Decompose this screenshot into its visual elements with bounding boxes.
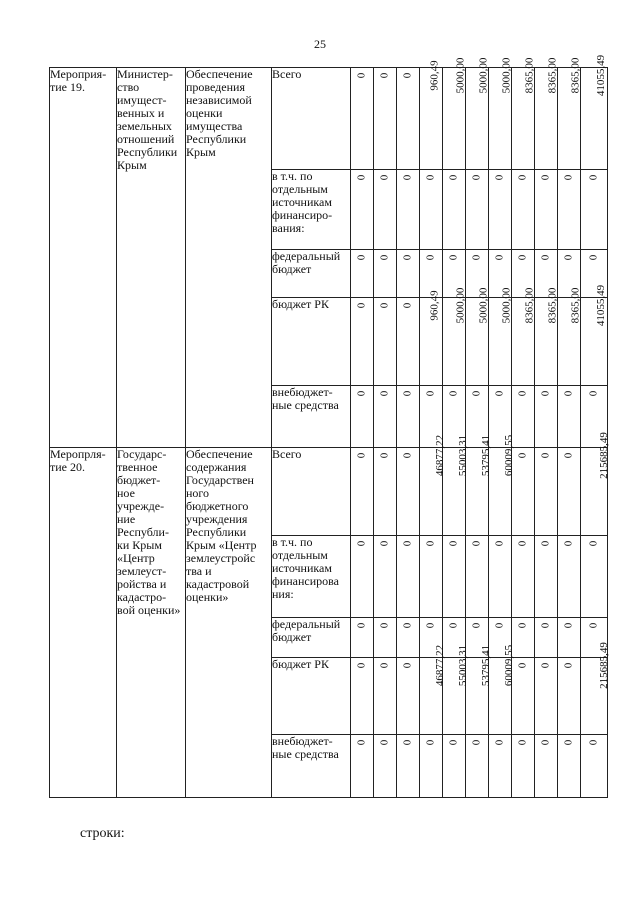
value-cell — [374, 170, 397, 250]
value-text: 55003,31 — [457, 644, 470, 687]
content-cell: Обеспечение проведения независимой оценки имущества Республики Крым — [186, 68, 272, 448]
value-text: 8365,00 — [569, 57, 582, 94]
funding-source-cell: внебюджет-ные средства — [272, 386, 351, 448]
value-cell — [558, 386, 581, 448]
value-cell — [581, 432, 610, 536]
value-text: 0 — [516, 739, 529, 746]
value-cell — [374, 298, 397, 386]
value-cell — [535, 386, 558, 448]
value-cell — [420, 290, 443, 386]
value-cell — [512, 57, 536, 170]
value-cell — [351, 448, 374, 536]
value-cell — [581, 642, 610, 735]
measure-cell: Меропрля- тие 20. — [50, 448, 117, 798]
value-cell — [420, 644, 447, 735]
value-text: 0 — [587, 739, 600, 746]
value-text: 5000,00 — [500, 57, 513, 94]
value-cell — [581, 536, 608, 618]
value-cell — [466, 287, 490, 386]
value-cell — [443, 287, 467, 386]
value-cell — [351, 250, 374, 298]
value-text: 55003,31 — [457, 434, 470, 477]
value-text: 960,49 — [428, 290, 441, 321]
value-text: 0 — [355, 390, 368, 397]
value-text: 0 — [401, 662, 414, 669]
value-cell — [535, 57, 559, 170]
value-cell — [558, 170, 581, 250]
value-cell — [558, 735, 581, 798]
funding-source-cell: Всего — [272, 68, 351, 170]
value-cell — [397, 658, 420, 735]
value-text: 0 — [539, 390, 552, 397]
value-text: 0 — [587, 390, 600, 397]
value-text: 0 — [355, 739, 368, 746]
value-text: 0 — [355, 72, 368, 79]
value-text: 0 — [355, 622, 368, 629]
value-cell — [512, 170, 535, 250]
value-cell — [374, 386, 397, 448]
value-cell — [351, 298, 374, 386]
value-text: 60009,55 — [503, 644, 516, 687]
value-cell — [351, 618, 374, 658]
value-text: 0 — [539, 174, 552, 181]
value-text: 0 — [562, 452, 575, 459]
value-text: 0 — [493, 622, 506, 629]
value-text: 0 — [401, 254, 414, 261]
value-text: 0 — [562, 390, 575, 397]
value-cell — [397, 250, 420, 298]
value-cell — [374, 250, 397, 298]
value-text: 0 — [562, 739, 575, 746]
value-text: 0 — [516, 540, 529, 547]
value-cell — [443, 57, 467, 170]
value-text: 0 — [401, 390, 414, 397]
value-text: 5000,00 — [454, 287, 467, 324]
value-text: 8365,00 — [546, 287, 559, 324]
value-cell — [512, 735, 535, 798]
value-cell — [351, 735, 374, 798]
value-cell — [489, 536, 512, 618]
value-text: 5000,00 — [477, 57, 490, 94]
value-text: 0 — [378, 452, 391, 459]
value-cell — [558, 658, 581, 735]
value-cell — [558, 287, 582, 386]
executor-cell: Министер- ство имущест- венных и земельных отношений Республики Крым — [117, 68, 186, 448]
value-cell — [489, 170, 512, 250]
value-text: 0 — [470, 174, 483, 181]
value-text: 0 — [516, 662, 529, 669]
value-text: 0 — [355, 254, 368, 261]
value-text: 0 — [470, 390, 483, 397]
value-text: 0 — [587, 254, 600, 261]
value-cell — [581, 54, 608, 170]
value-cell — [397, 618, 420, 658]
value-cell — [535, 536, 558, 618]
value-cell — [420, 536, 443, 618]
value-text: 8365,00 — [523, 287, 536, 324]
value-cell — [443, 170, 466, 250]
value-cell — [374, 536, 397, 618]
value-text: 0 — [562, 540, 575, 547]
value-text: 5000,00 — [454, 57, 467, 94]
value-cell — [397, 448, 420, 536]
value-cell — [535, 618, 558, 658]
funding-source-cell: федеральный бюджет — [272, 618, 351, 658]
value-text: 0 — [355, 174, 368, 181]
value-text: 0 — [401, 739, 414, 746]
value-text: 5000,00 — [477, 287, 490, 324]
value-text: 0 — [401, 72, 414, 79]
funding-source-cell: бюджет РК — [272, 298, 351, 386]
value-text: 8365,00 — [546, 57, 559, 94]
value-cell — [466, 57, 490, 170]
value-cell — [558, 448, 581, 536]
value-text: 0 — [378, 174, 391, 181]
value-text: 8365,00 — [569, 287, 582, 324]
value-cell — [397, 298, 420, 386]
value-text: 0 — [378, 540, 391, 547]
value-text: 0 — [493, 540, 506, 547]
value-text: 0 — [587, 540, 600, 547]
value-cell — [351, 170, 374, 250]
value-text: 0 — [401, 452, 414, 459]
value-text: 0 — [355, 540, 368, 547]
value-text: 0 — [447, 540, 460, 547]
value-text: 0 — [587, 622, 600, 629]
value-text: 0 — [447, 390, 460, 397]
funding-source-cell: бюджет РК — [272, 658, 351, 735]
value-text: 0 — [516, 174, 529, 181]
executor-cell: Государс- твенное бюджет- ное учрежде- ние Республи- ки Крым «Центр землеуст- ройства и кадастро- вой оценки» — [117, 448, 186, 798]
content-cell: Обеспечение содержания Государствен ного бюджетного учреждения Республики Крым «Центр землеустройс тва и кадастровой оценки» — [186, 448, 272, 798]
value-text: 8365,00 — [523, 57, 536, 94]
value-cell — [581, 735, 608, 798]
value-text: 41055,49 — [595, 54, 608, 97]
value-cell — [420, 735, 443, 798]
value-text: 46877,22 — [434, 644, 447, 687]
value-cell — [420, 170, 443, 250]
value-cell — [558, 57, 582, 170]
value-cell — [558, 536, 581, 618]
value-cell — [512, 536, 535, 618]
value-cell — [489, 57, 513, 170]
funding-source-cell: федеральный бюджет — [272, 250, 351, 298]
value-cell — [489, 287, 513, 386]
value-text: 41055,49 — [595, 284, 608, 327]
value-text: 0 — [424, 254, 437, 261]
value-cell — [420, 434, 447, 536]
value-text: 215685,49 — [597, 432, 610, 479]
value-cell — [535, 170, 558, 250]
value-text: 0 — [562, 622, 575, 629]
value-text: 53795,41 — [480, 434, 493, 477]
value-text: 0 — [424, 622, 437, 629]
value-text: 0 — [539, 540, 552, 547]
funding-source-cell: внебюджет-ные средства — [272, 735, 351, 798]
value-text: 0 — [378, 390, 391, 397]
value-cell — [420, 60, 443, 170]
value-text: 0 — [516, 622, 529, 629]
value-text: 0 — [447, 739, 460, 746]
value-cell — [466, 735, 489, 798]
value-text: 0 — [424, 174, 437, 181]
page-number: 25 — [314, 37, 326, 51]
budget-table — [49, 54, 610, 798]
value-text: 0 — [562, 174, 575, 181]
table-row — [50, 68, 608, 170]
value-cell — [351, 68, 374, 170]
value-text: 0 — [378, 739, 391, 746]
value-cell — [581, 170, 608, 250]
value-text: 0 — [447, 174, 460, 181]
value-text: 0 — [470, 739, 483, 746]
value-cell — [397, 536, 420, 618]
value-text: 0 — [424, 540, 437, 547]
value-cell — [351, 536, 374, 618]
value-text: 0 — [424, 739, 437, 746]
value-text: 0 — [401, 540, 414, 547]
value-cell — [535, 658, 558, 735]
value-cell — [397, 386, 420, 448]
value-text: 0 — [493, 739, 506, 746]
measure-cell: Мероприя- тие 19. — [50, 68, 117, 448]
value-text: 0 — [378, 622, 391, 629]
value-text: 0 — [539, 662, 552, 669]
value-cell — [374, 735, 397, 798]
value-text: 0 — [562, 254, 575, 261]
value-cell — [489, 735, 512, 798]
value-cell — [535, 287, 559, 386]
value-text: 46877,22 — [434, 434, 447, 477]
value-text: 0 — [378, 302, 391, 309]
value-cell — [351, 386, 374, 448]
value-text: 0 — [447, 622, 460, 629]
value-cell — [466, 170, 489, 250]
funding-source-cell: в т.ч. по отдельным источникам финансиро-вания: — [272, 170, 351, 250]
value-cell — [466, 536, 489, 618]
value-cell — [374, 448, 397, 536]
value-text: 0 — [539, 254, 552, 261]
value-text: 0 — [401, 302, 414, 309]
value-text: 0 — [516, 452, 529, 459]
value-text: 0 — [587, 174, 600, 181]
value-cell — [443, 735, 466, 798]
value-cell — [581, 284, 608, 386]
value-text: 0 — [355, 302, 368, 309]
value-text: 0 — [493, 390, 506, 397]
value-text: 0 — [493, 174, 506, 181]
value-text: 0 — [355, 662, 368, 669]
value-cell — [397, 735, 420, 798]
value-text: 0 — [516, 390, 529, 397]
value-cell — [351, 658, 374, 735]
value-text: 60009,55 — [503, 434, 516, 477]
value-text: 0 — [539, 452, 552, 459]
funding-source-cell: Всего — [272, 448, 351, 536]
footer-text: строки: — [80, 826, 125, 841]
value-cell — [558, 618, 581, 658]
value-cell — [397, 170, 420, 250]
value-text: 0 — [378, 254, 391, 261]
value-text: 0 — [470, 622, 483, 629]
value-text: 0 — [470, 540, 483, 547]
value-text: 0 — [470, 254, 483, 261]
value-text: 0 — [516, 254, 529, 261]
value-text: 0 — [447, 254, 460, 261]
value-cell — [512, 287, 536, 386]
value-text: 215685,49 — [597, 642, 610, 689]
value-text: 0 — [355, 452, 368, 459]
value-text: 5000,00 — [500, 287, 513, 324]
value-cell — [374, 658, 397, 735]
value-cell — [535, 448, 558, 536]
value-text: 960,49 — [428, 60, 441, 91]
value-text: 0 — [424, 390, 437, 397]
value-cell — [374, 618, 397, 658]
funding-source-cell: в т.ч. по отдельным источникам финансирова ния: — [272, 536, 351, 618]
budget-table-body — [50, 54, 610, 798]
value-text: 0 — [539, 622, 552, 629]
value-cell — [374, 68, 397, 170]
value-text: 0 — [401, 174, 414, 181]
value-text: 0 — [493, 254, 506, 261]
value-cell — [535, 735, 558, 798]
value-text: 53795,41 — [480, 644, 493, 687]
value-cell — [397, 68, 420, 170]
value-text: 0 — [378, 662, 391, 669]
value-text: 0 — [562, 662, 575, 669]
value-cell — [443, 536, 466, 618]
value-text: 0 — [378, 72, 391, 79]
value-text: 0 — [539, 739, 552, 746]
value-text: 0 — [401, 622, 414, 629]
table-row — [50, 448, 608, 536]
